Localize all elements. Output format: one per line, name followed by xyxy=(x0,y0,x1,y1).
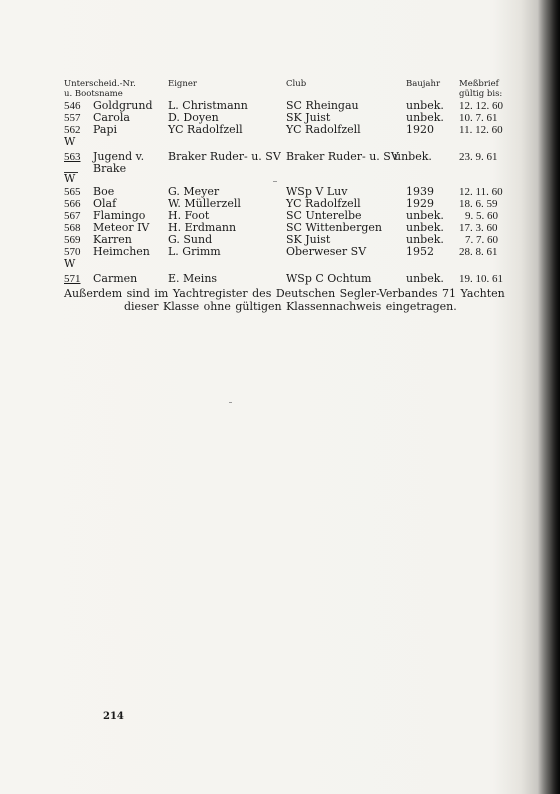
row-name: Goldgrund xyxy=(93,99,153,112)
row-nr: 566 xyxy=(64,198,81,210)
row-year: 1939 xyxy=(406,185,434,198)
table-row xyxy=(0,112,520,124)
row-year: 1920 xyxy=(406,123,434,136)
row-owner: G. Sund xyxy=(168,233,213,246)
row-valid: 19. 10. 61 xyxy=(459,273,503,285)
header-boatname-label: u. Bootsname xyxy=(64,89,123,99)
book-spine-shadow xyxy=(538,0,560,794)
row-owner: E. Meins xyxy=(168,272,218,285)
w-marker: W xyxy=(64,257,76,270)
page-number: 214 xyxy=(103,711,124,722)
table-row xyxy=(0,246,520,258)
row-valid: 12. 12. 60 xyxy=(459,100,503,112)
row-year: unbek. xyxy=(406,233,444,246)
row-valid: 12. 11. 60 xyxy=(459,186,503,198)
row-valid: 28. 8. 61 xyxy=(459,246,498,258)
row-valid: 9. 5. 60 xyxy=(465,210,498,222)
header-year: Baujahr xyxy=(406,79,441,89)
table-row xyxy=(0,186,520,198)
row-valid: 18. 6. 59 xyxy=(459,198,498,210)
row-year: 1952 xyxy=(406,245,434,258)
header-valid-line1: Meßbrief xyxy=(459,79,499,89)
table-row-continuation xyxy=(0,163,520,175)
row-name: Olaf xyxy=(93,197,117,210)
row-club: SC Wittenbergen xyxy=(286,221,382,234)
footer-note-line2: dieser Klasse ohne gültigen Klassennachweis eingetragen. xyxy=(124,300,457,313)
row-club: YC Radolfzell xyxy=(286,197,361,210)
row-nr: 571 xyxy=(64,273,81,285)
row-name: Carola xyxy=(93,111,130,124)
row-year: unbek. xyxy=(406,272,444,285)
row-name: Karren xyxy=(93,233,132,246)
row-valid: 23. 9. 61 xyxy=(459,151,498,163)
row-club: SC Rheingau xyxy=(286,99,359,112)
row-club: Braker Ruder- u. SV xyxy=(286,150,399,163)
w-marker: W xyxy=(64,172,76,185)
table-row xyxy=(0,273,520,285)
row-name-line2: Brake xyxy=(93,162,127,175)
row-year: unbek. xyxy=(406,209,444,222)
row-nr: 562 xyxy=(64,124,81,136)
row-owner: L. Christmann xyxy=(168,99,248,112)
row-owner: H. Foot xyxy=(168,209,210,222)
row-name: Carmen xyxy=(93,272,138,285)
header-club: Club xyxy=(286,79,307,89)
row-nr: 567 xyxy=(64,210,81,222)
row-owner: L. Grimm xyxy=(168,245,221,258)
row-club: YC Radolfzell xyxy=(286,123,361,136)
row-name: Flamingo xyxy=(93,209,146,222)
row-club: SK Juist xyxy=(286,111,331,124)
row-club: SK Juist xyxy=(286,233,331,246)
row-club: Oberweser SV xyxy=(286,245,367,258)
table-row xyxy=(0,234,520,246)
row-year: unbek. xyxy=(394,150,432,163)
table-row xyxy=(0,124,520,136)
table-row xyxy=(0,151,520,163)
row-name: Jugend v. xyxy=(93,150,145,163)
row-owner: G. Meyer xyxy=(168,185,220,198)
row-nr: 546 xyxy=(64,100,81,112)
row-club: WSp V Luv xyxy=(286,185,348,198)
w-marker: W xyxy=(64,135,76,148)
footer-note-line1: Außerdem sind im Yachtregister des Deutschen Segler-Verbandes 71 Yachten xyxy=(64,287,505,300)
row-club: SC Unterelbe xyxy=(286,209,362,222)
row-nr: 557 xyxy=(64,112,81,124)
row-nr: 565 xyxy=(64,186,81,198)
row-nr: 570 xyxy=(64,246,81,258)
row-name: Meteor IV xyxy=(93,221,150,234)
row-owner: H. Erdmann xyxy=(168,221,237,234)
row-owner: YC Radolfzell xyxy=(168,123,243,136)
row-valid: 10. 7. 61 xyxy=(459,112,498,124)
header-owner: Eigner xyxy=(168,79,197,89)
paper-speck xyxy=(273,181,277,182)
row-owner: D. Doyen xyxy=(168,111,219,124)
row-year: 1929 xyxy=(406,197,434,210)
row-nr: 569 xyxy=(64,234,81,246)
header-valid xyxy=(459,79,502,99)
row-nr: 563 xyxy=(64,151,81,163)
paper-speck xyxy=(229,402,232,403)
row-valid: 17. 3. 60 xyxy=(459,222,498,234)
row-name: Boe xyxy=(93,185,115,198)
header-nr-label: Unterscheid.-Nr. xyxy=(64,79,136,89)
row-year: unbek. xyxy=(406,221,444,234)
row-valid: 7. 7. 60 xyxy=(465,234,498,246)
row-year: unbek. xyxy=(406,99,444,112)
row-name: Heimchen xyxy=(93,245,150,258)
row-year: unbek. xyxy=(406,111,444,124)
row-club: WSp C Ochtum xyxy=(286,272,372,285)
row-nr: 568 xyxy=(64,222,81,234)
row-name: Papi xyxy=(93,123,118,136)
row-valid: 11. 12. 60 xyxy=(459,124,503,136)
row-owner: W. Müllerzell xyxy=(168,197,241,210)
row-owner: Braker Ruder- u. SV xyxy=(168,150,281,163)
header-valid-line2: gültig bis: xyxy=(459,89,503,99)
header-nr-name xyxy=(64,79,136,99)
